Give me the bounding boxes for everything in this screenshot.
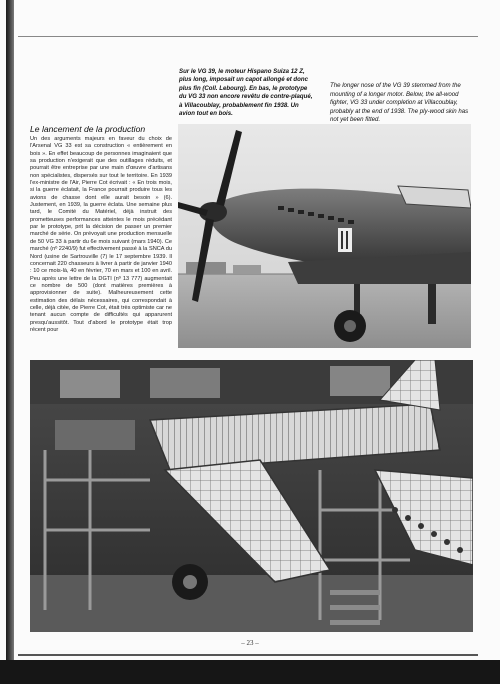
header-rule	[18, 36, 478, 37]
footer-rule	[18, 654, 478, 656]
article-column	[30, 124, 172, 334]
article-heading: Le lancement de la production	[30, 124, 146, 134]
photo-caption-english: The longer nose of the VG 39 stemmed from the mounting of a longer motor. Below, the all-wood fighter, VG 33 under completion at Villacoublay, probably at the end of 1938. The ply-wood skin has not yet been fitted.	[330, 82, 469, 124]
scan-binding-edge	[6, 0, 14, 684]
article-body: Un des arguments majeurs en faveur du choix de l'Arsenal VG 33 est sa construction « entièrement en bois ». En effet beaucoup de personnes imaginaient que sa production n'exigerait que des outillages réduits, et pourrait être entreprise par une main d'œuvre d'artisans non spécialistes, dispersés sur tout le territoire. En 1939 l'ex-ministre de l'Air, Pierre Cot écrivait : « En trois mois, si la guerre éclatait, la France pourrait produire tous les avions de chasse dont elle aurait besoin » (6). Justement, en 1939, la guerre éclata. Une semaine plus tard, le Comité du Matériel, déjà instruit des prometteuses performances atteintes le mois précédant par le prototype, prit la décision de passer un premier marché de série. On prévoyait une production mensuelle de 50 VG 33 à partir du 6e mois suivant (mars 1940). Ce marché (nº 2240/9) fut effectivement passé à la SNCA du Nord (usine de Sartrouville (7) le 17 septembre 1939. Il concernait 220 chasseurs à livrer à partir de janvier 1940 : 10 ce mois-là, 40 en février, 70 en mars et 100 en avril. Peu après une lettre de la DGTI (nº 13 777) augmentait ce nombre de 500 (dont matières premières à approvisionner de suite). Malheureusement cette estimation des délais nécessaires, qui correspondait à celle, déjà citée, de Pierre Cot, était très optimiste car ne tenant aucun compte de difficultés qui apparurent presqu'aussitôt. Tout d'abord le prototype était trop récent pour	[30, 136, 172, 333]
page-number: – 23 –	[241, 639, 259, 647]
photo-vg39-nose	[178, 124, 471, 348]
scan-bottom-edge	[0, 660, 500, 684]
photo-caption-french: Sur le VG 39, le moteur Hispano Suiza 12 Z, plus long, imposait un capot allongé et donc plus fin (Coll. Lebourg). En bas, le prototype du VG 33 non encore revêtu de contre-plaqué, à Villacoublay, probablement fin 1938. Un avion tout en bois.	[179, 68, 313, 118]
photo-vg33-construction	[30, 360, 473, 632]
